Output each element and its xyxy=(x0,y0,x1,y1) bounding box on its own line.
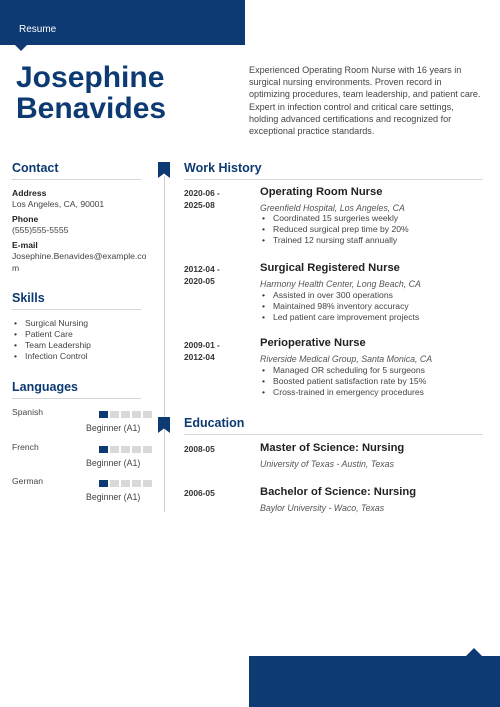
job-bullet: • Coordinated 15 surgeries weekly xyxy=(260,213,409,224)
contact-heading: Contact xyxy=(12,161,59,175)
level-segment-empty xyxy=(121,480,130,487)
school-name: Baylor University - Waco, Texas xyxy=(260,503,385,513)
language-level: Beginner (A1) xyxy=(86,492,141,502)
language-level-bar xyxy=(99,411,152,418)
job-start: 2020-06 - xyxy=(184,188,220,198)
job-end: 2020-05 xyxy=(184,276,215,286)
job-dates xyxy=(184,339,254,363)
job-company: Riverside Medical Group, Santa Monica, CA xyxy=(260,354,433,364)
skills-rule xyxy=(12,309,141,310)
education-heading: Education xyxy=(184,416,245,430)
degree-title: Bachelor of Science: Nursing xyxy=(260,486,417,498)
job-bullets xyxy=(260,290,419,323)
education-date: 2008-05 xyxy=(184,444,215,454)
job-company: Harmony Health Center, Long Beach, CA xyxy=(260,279,421,289)
skills-list xyxy=(12,318,91,362)
level-segment-empty xyxy=(143,480,152,487)
education-date: 2006-05 xyxy=(184,488,215,498)
section-divider-line xyxy=(164,176,165,512)
address-label: Address xyxy=(12,188,47,198)
email-value: Josephine.Benavides@example.com xyxy=(12,251,147,273)
address-value: Los Angeles, CA, 90001 xyxy=(12,199,105,209)
level-segment-empty xyxy=(121,411,130,418)
job-title: Operating Room Nurse xyxy=(260,186,383,198)
job-title: Surgical Registered Nurse xyxy=(260,262,400,274)
language-level: Beginner (A1) xyxy=(86,458,141,468)
contact-rule xyxy=(12,179,141,180)
phone-value: (555)555-5555 xyxy=(12,225,69,235)
language-level-bar xyxy=(99,480,152,487)
job-bullets xyxy=(260,213,409,246)
skill-item: • Surgical Nursing xyxy=(12,318,91,329)
level-segment-empty xyxy=(110,411,119,418)
header-band xyxy=(0,0,245,45)
job-bullet: • Reduced surgical prep time by 20% xyxy=(260,224,409,235)
skill-item: • Patient Care xyxy=(12,329,91,340)
footer-tick xyxy=(466,648,482,656)
work-history-heading: Work History xyxy=(184,161,262,175)
phone-label: Phone xyxy=(12,214,39,224)
email-label: E-mail xyxy=(12,240,38,250)
level-segment-filled xyxy=(99,411,108,418)
work-history-rule xyxy=(184,179,483,180)
level-segment-empty xyxy=(132,411,141,418)
job-bullet: • Assisted in over 300 operations xyxy=(260,290,419,301)
job-start: 2009-01 - xyxy=(184,340,220,350)
skills-heading: Skills xyxy=(12,291,45,305)
last-name: Benavides xyxy=(16,92,167,125)
job-bullets xyxy=(260,365,426,398)
job-company: Greenfield Hospital, Los Angeles, CA xyxy=(260,203,405,213)
level-segment-filled xyxy=(99,480,108,487)
language-name: Spanish xyxy=(12,407,44,417)
resume-label: Resume xyxy=(19,24,57,35)
language-level: Beginner (A1) xyxy=(86,423,141,433)
level-segment-empty xyxy=(143,446,152,453)
job-bullet: • Cross-trained in emergency procedures xyxy=(260,387,426,398)
level-segment-empty xyxy=(121,446,130,453)
languages-rule xyxy=(12,398,141,399)
job-bullet: • Maintained 98% inventory accuracy xyxy=(260,301,419,312)
degree-title: Master of Science: Nursing xyxy=(260,442,405,454)
footer-band xyxy=(249,656,500,707)
job-bullet: • Managed OR scheduling for 5 surgeons xyxy=(260,365,426,376)
summary-text: Experienced Operating Room Nurse with 16 years in surgical nursing environments. Proven record in optimizing procedures, team leadership, and patient care. Expert in infection control and critical care settings, holding advanced certifications and recognized for exceptional practice standards. xyxy=(249,65,481,137)
education-rule xyxy=(184,434,483,435)
candidate-name xyxy=(16,62,246,124)
level-segment-empty xyxy=(143,411,152,418)
job-dates xyxy=(184,187,254,211)
job-bullet: • Trained 12 nursing staff annually xyxy=(260,235,409,246)
school-name: University of Texas - Austin, Texas xyxy=(260,459,394,469)
skill-item: • Team Leadership xyxy=(12,340,91,351)
language-level-bar xyxy=(99,446,152,453)
job-bullet: • Boosted patient satisfaction rate by 15% xyxy=(260,376,426,387)
language-name: German xyxy=(12,476,44,486)
language-name: French xyxy=(12,442,39,452)
job-dates xyxy=(184,263,254,287)
header-tick xyxy=(15,45,27,51)
job-end: 2025-08 xyxy=(184,200,215,210)
job-bullet: • Led patient care improvement projects xyxy=(260,312,419,323)
job-start: 2012-04 - xyxy=(184,264,220,274)
level-segment-empty xyxy=(132,480,141,487)
languages-heading: Languages xyxy=(12,380,78,394)
level-segment-empty xyxy=(110,480,119,487)
level-segment-filled xyxy=(99,446,108,453)
job-title: Perioperative Nurse xyxy=(260,337,366,349)
first-name: Josephine xyxy=(16,61,165,94)
level-segment-empty xyxy=(132,446,141,453)
skill-item: • Infection Control xyxy=(12,351,91,362)
job-end: 2012-04 xyxy=(184,352,215,362)
level-segment-empty xyxy=(110,446,119,453)
